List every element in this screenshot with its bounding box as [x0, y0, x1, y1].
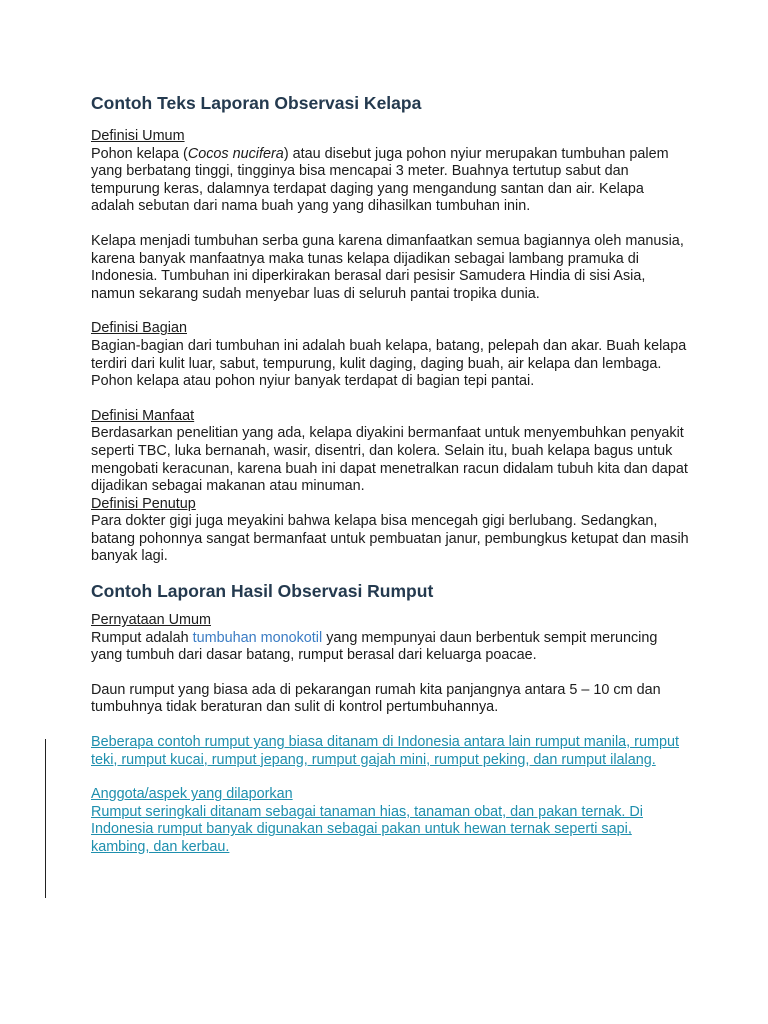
paragraph-spacer: [91, 391, 691, 408]
kelapa-definisi-bagian-heading: Definisi Bagian: [91, 320, 187, 337]
paragraph-spacer: [91, 665, 691, 682]
rumput-pernyataan-umum-heading: Pernyataan Umum: [91, 612, 211, 629]
rumput-anggota-heading: Anggota/aspek yang dilaporkan: [91, 786, 293, 803]
rumput-anggota-paragraph: Rumput seringkali ditanam sebagai tanaman hias, tanaman obat, dan pakan ternak. Di Indonesia rumput banyak digunakan sebagai pakan untuk hewan ternak seperti sapi, kambing, dan kerbau.: [91, 803, 643, 855]
text-run: yang mempunyai daun berbentuk sempit meruncing yang tumbuh dari dasar batang, rumput berasal dari keluarga poacae.: [91, 629, 658, 664]
text-run: Pohon kelapa (: [91, 145, 188, 162]
document-body: [91, 92, 691, 857]
paragraph-spacer: [91, 303, 691, 320]
kelapa-definisi-penutup-paragraph: Para dokter gigi juga meyakini bahwa kelapa bisa mencegah gigi berlubang. Sedangkan, batang pohonnya sangat bermanfaat untuk pembuatan janur, pembungkus ketupat dan masih banyak lagi.: [91, 513, 689, 565]
paragraph-spacer: [91, 769, 691, 786]
kelapa-definisi-manfaat-heading: Definisi Manfaat: [91, 407, 195, 424]
rumput-pernyataan-umum-paragraph-2: Daun rumput yang biasa ada di pekarangan rumah kita panjangnya antara 5 – 10 cm dan tumbuhnya tidak beraturan dan sulit di kontrol pertumbuhannya.: [91, 681, 661, 716]
kelapa-definisi-bagian-paragraph: Bagian-bagian dari tumbuhan ini adalah buah kelapa, batang, pelepah dan akar. Buah kelapa terdiri dari kulit luar, sabut, tempurung, kulit daging, daging buah, air kelapa dan lembaga. Pohon kelapa atau pohon nyiur banyak terdapat di bagian tepi pantai.: [91, 337, 687, 390]
scientific-name: Cocos nucifera: [187, 145, 284, 162]
kelapa-definisi-umum-heading: Definisi Umum: [91, 128, 185, 144]
rumput-contoh-paragraph: Beberapa contoh rumput yang biasa ditanam di Indonesia antara lain rumput manila, rumput teki, rumput kucai, rumput jepang, rumput gajah mini, rumput peking, dan rumput ilalang.: [91, 734, 679, 768]
kelapa-definisi-umum-paragraph-1: [91, 146, 691, 216]
monokotil-link[interactable]: tumbuhan monokotil: [192, 629, 323, 646]
kelapa-definisi-penutup-heading: Definisi Penutup: [91, 495, 196, 512]
rumput-pernyataan-umum-paragraph-1: [91, 630, 691, 665]
revision-change-bar: [45, 739, 46, 898]
paragraph-spacer: [91, 717, 691, 734]
text-run: Rumput adalah: [91, 629, 193, 646]
kelapa-title: Contoh Teks Laporan Observasi Kelapa: [91, 93, 422, 113]
paragraph-spacer: [91, 216, 691, 233]
kelapa-definisi-umum-paragraph-2: Kelapa menjadi tumbuhan serba guna karena dimanfaatkan semua bagiannya oleh manusia, karena banyak manfaatnya maka tunas kelapa dijadikan sebagai lambang pramuka di Indonesia. Tumbuhan ini diperkirakan berasal dari pesisir Samudera Hindia di sisi Asia, namun sekarang sudah menyebar luas di seluruh pantai tropika dunia.: [91, 232, 684, 302]
kelapa-definisi-manfaat-paragraph: Berdasarkan penelitian yang ada, kelapa diyakini bermanfaat untuk menyembuhkan penyakit seperti TBC, luka bernanah, wasir, disentri, dan kolera. Selain itu, buah kelapa bagus untuk mengobati keracunan, karena buah ini dapat menetralkan racun didalam tubuh kita dan dapat dijadikan sebagai makanan atau minuman.: [91, 425, 688, 495]
text-run: ) atau disebut juga pohon nyiur merupakan tumbuhan palem yang berbatang tinggi, tingginya bisa mencapai 3 meter. Buahnya tertutup sabut dan tempurung keras, dalamnya terdapat daging yang mengandung santan dan air. Kelapa adalah sebutan dari nama buah yang yang dihasilkan tumbuhan inin.: [91, 145, 669, 215]
rumput-title: Contoh Laporan Hasil Observasi Rumput: [91, 581, 434, 602]
